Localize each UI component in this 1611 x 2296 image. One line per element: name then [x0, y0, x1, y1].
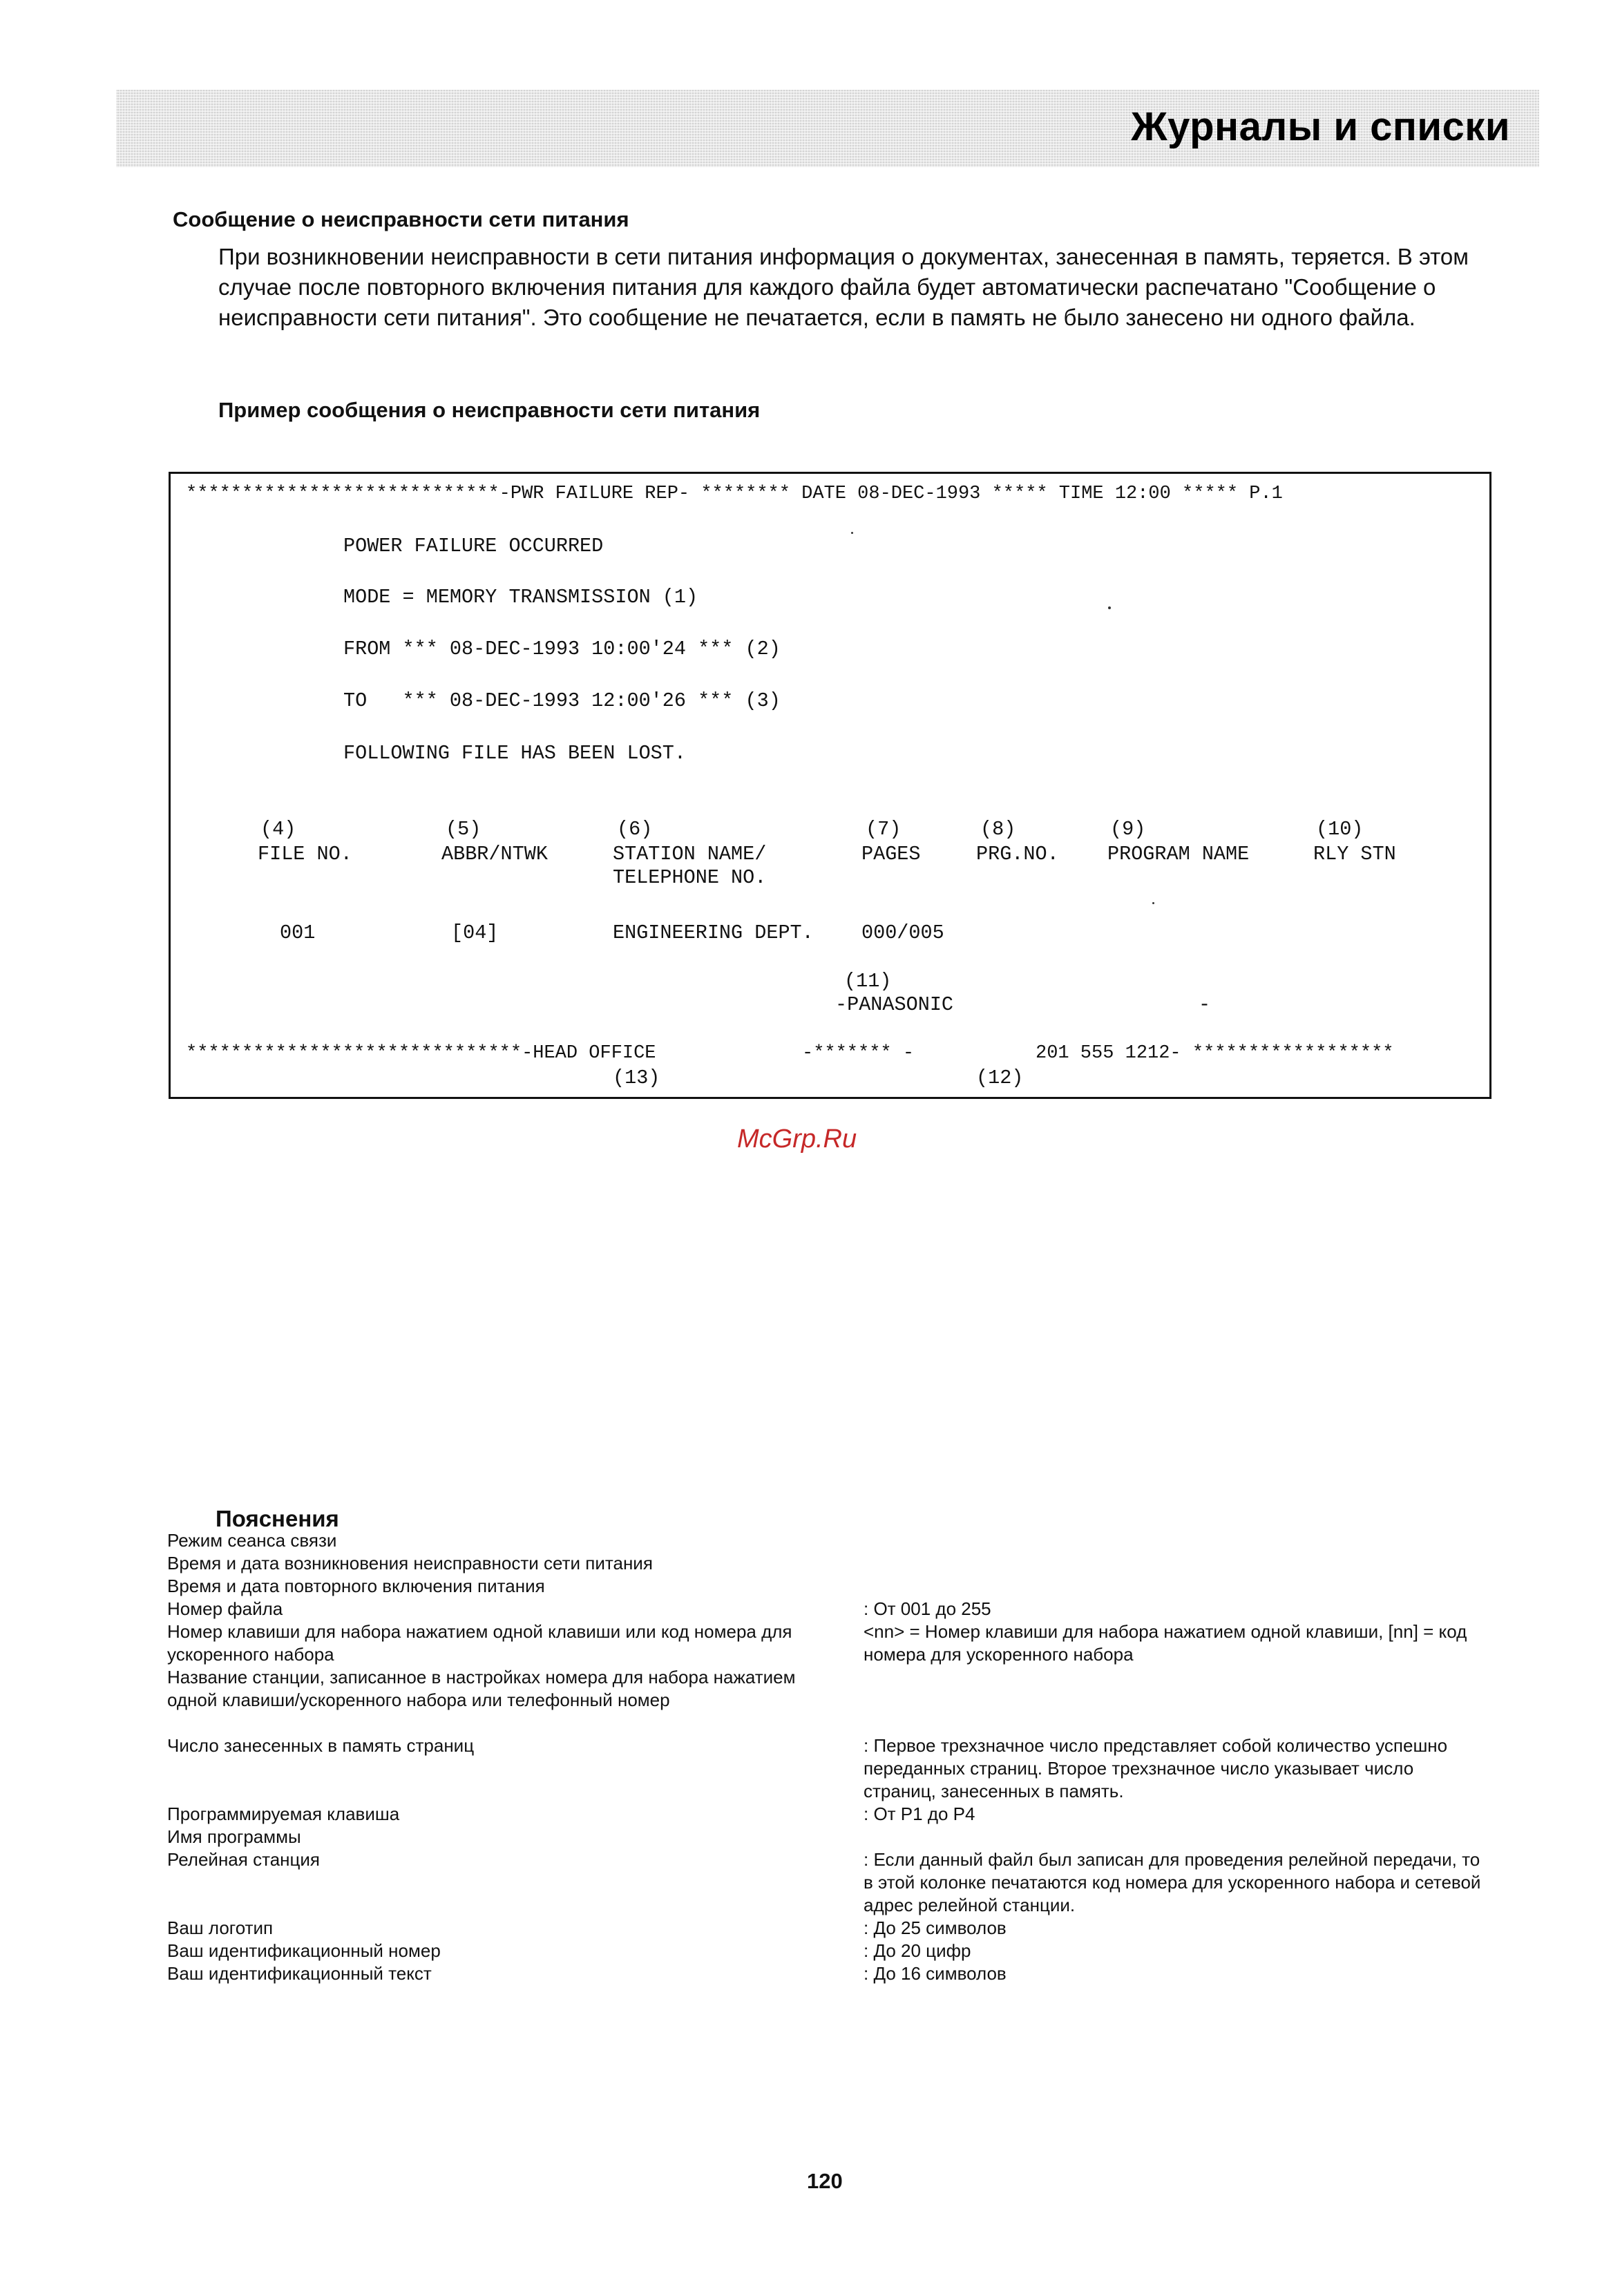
- report-line-lost: FOLLOWING FILE HAS BEEN LOST.: [343, 742, 686, 765]
- col-label-station: STATION NAME/ TELEPHONE NO.: [613, 843, 767, 889]
- footer-num-12: (12): [976, 1066, 1024, 1089]
- note-11-dash: -: [1199, 993, 1211, 1016]
- report-line-to: TO *** 08-DEC-1993 12:00'26 *** (3): [343, 689, 781, 712]
- expl-left-id-number: Ваш идентификационный номер: [167, 1940, 441, 1961]
- col-num-station: (6): [617, 818, 653, 841]
- expl-left-id-text: Ваш идентификационный текст: [167, 1963, 432, 1984]
- expl-right-logo: : До 25 символов: [864, 1917, 1007, 1938]
- expl-left-station: Название станции, записанное в настройках номера для набора нажатием одной клавиши/ускоренного набора или телефонный номер: [167, 1667, 796, 1710]
- col-num-program-name: (9): [1110, 818, 1146, 841]
- expl-left-relay: Релейная станция: [167, 1849, 320, 1870]
- col-num-file: (4): [260, 818, 296, 841]
- scan-speck: [1108, 606, 1111, 609]
- report-line-from: FROM *** 08-DEC-1993 10:00'24 *** (2): [343, 638, 781, 660]
- report-footer-right: 201 555 1212- ******************: [1036, 1043, 1394, 1064]
- row-pages: 000/005: [861, 921, 944, 944]
- report-line-power-failure: POWER FAILURE OCCURRED: [343, 535, 604, 557]
- expl-left-prog-key: Программируемая клавиша: [167, 1804, 400, 1824]
- row-abbr: [04]: [451, 921, 499, 944]
- report-printout: [169, 472, 1491, 1099]
- row-station: ENGINEERING DEPT.: [613, 921, 814, 944]
- intro-paragraph: При возникновении неисправности в сети питания информация о документах, занесенная в память, теряется. В этом случае после повторного включения питания для каждого файла будет автоматически распечатано "Сообщение о неисправности сети питания". Это сообщение не печатается, если в память не было занесено ни одного файла.: [218, 244, 1469, 330]
- expl-left-restore-time: Время и дата повторного включения питания: [167, 1576, 545, 1596]
- expl-right-id-number: : До 20 цифр: [864, 1940, 971, 1961]
- expl-left-pages: Число занесенных в память страниц: [167, 1735, 475, 1756]
- note-11-logo: -PANASONIC: [835, 993, 954, 1016]
- col-label-abbr: ABBR/NTWK: [441, 843, 548, 865]
- scan-speck: [851, 532, 853, 534]
- header-band: [116, 90, 1539, 167]
- col-label-file: FILE NO.: [258, 843, 352, 865]
- expl-left-file-no: Номер файла: [167, 1598, 283, 1619]
- expl-left-prog-name: Имя программы: [167, 1826, 301, 1847]
- example-title: Пример сообщения о неисправности сети питания: [218, 398, 761, 422]
- report-footer-left: ******************************-HEAD OFFICE: [186, 1043, 656, 1064]
- expl-right-id-text: : До 16 символов: [864, 1963, 1007, 1984]
- report-header-line: ****************************-PWR FAILURE REP- ******** DATE 08-DEC-1993 ***** TIME 12:00 ***** P.1: [186, 484, 1283, 504]
- expl-right-key: <nn> = Номер клавиши для набора нажатием одной клавиши, [nn] = код номера для ускоренного набора: [864, 1621, 1467, 1665]
- expl-right-pages: : Первое трехзначное число представляет собой количество успешно переданных страниц. Второе трехзначное число указывает число страниц, занесенных в память.: [864, 1735, 1448, 1801]
- page-header-title: Журналы и списки: [1131, 104, 1510, 149]
- col-label-program-name: PROGRAM NAME: [1107, 843, 1250, 865]
- expl-right-prog-key: : От P1 до P4: [864, 1804, 975, 1824]
- expl-left-key: Номер клавиши для набора нажатием одной клавиши или код номера для ускоренного набора: [167, 1621, 792, 1665]
- page-number: 120: [807, 2169, 843, 2193]
- expl-right-relay: : Если данный файл был записан для проведения релейной передачи, то в этой колонке печатаются код номера для ускоренного набора и сетевой адрес релейной станции.: [864, 1849, 1481, 1915]
- note-11-number: (11): [844, 970, 892, 993]
- col-label-prg: PRG.NO.: [976, 843, 1059, 865]
- col-num-pages: (7): [866, 818, 902, 841]
- col-label-rly: RLY STN: [1313, 843, 1396, 865]
- scan-speck: [1152, 902, 1154, 904]
- watermark: McGrp.Ru: [737, 1125, 857, 1154]
- report-line-mode: MODE = MEMORY TRANSMISSION (1): [343, 586, 698, 609]
- footer-num-13: (13): [613, 1066, 660, 1089]
- report-footer-mid: -******* -: [802, 1043, 915, 1064]
- col-label-pages: PAGES: [861, 843, 921, 865]
- explanations-title: Пояснения: [216, 1506, 339, 1531]
- expl-right-file-no: : От 001 до 255: [864, 1598, 991, 1619]
- row-file-no: 001: [280, 921, 316, 944]
- col-num-prg: (8): [980, 818, 1016, 841]
- section-title: Сообщение о неисправности сети питания: [173, 207, 629, 231]
- expl-left-mode: Режим сеанса связи: [167, 1530, 337, 1551]
- expl-left-failure-time: Время и дата возникновения неисправности сети питания: [167, 1553, 653, 1573]
- col-num-abbr: (5): [446, 818, 482, 841]
- col-num-rly: (10): [1316, 818, 1364, 841]
- expl-left-logo: Ваш логотип: [167, 1917, 274, 1938]
